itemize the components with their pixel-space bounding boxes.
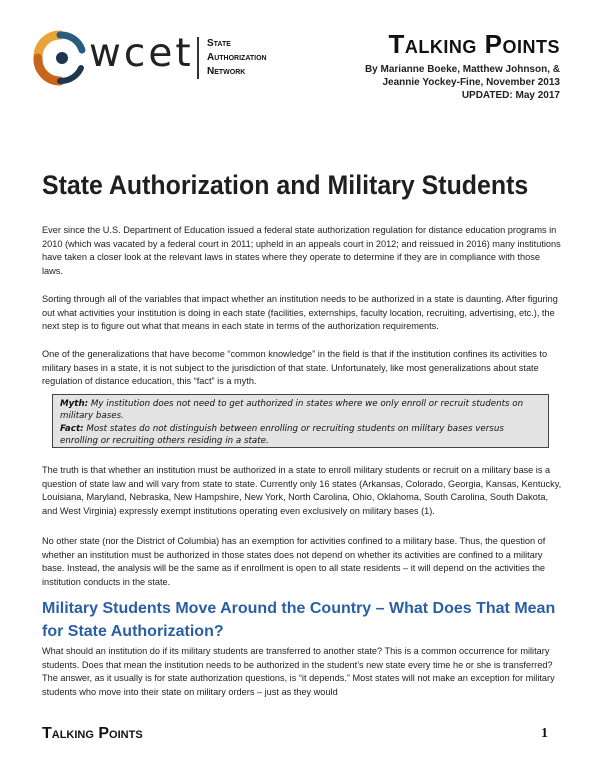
footer-label: Talking Points: [42, 725, 143, 742]
byline: [365, 64, 560, 102]
paragraph-no-other-state: No other state (nor the District of Columbia) has an exemption for activities confined to a military base. Thus, the question of whether an institution must be authorized in those states does not depend on whether its activities are confined to a military base. Instead, the analysis will be the same as if enrollment is open to all state residents – it will depend on the activities the institution conducts in the state.: [42, 536, 546, 587]
byline-authors-2: Jeannie Yockey-Fine, November 2013: [382, 76, 560, 88]
myth-text: My institution does not need to get authorized in states where we only enroll or recruit students on military bases.: [60, 399, 524, 422]
myth-label: Myth:: [60, 399, 89, 409]
network-line: Network: [207, 66, 246, 77]
myth-fact-callout: [52, 394, 549, 448]
network-line: Authorization: [207, 52, 267, 63]
wcet-wordmark: wcet: [89, 31, 194, 76]
paragraph-truth: The truth is that whether an institution must be authorized in a state to enroll military students or recruit on a military base is a question of state law and will vary from state to state. Currently only 16 states (Arkansas, Colorado, Georgia, Kansas, Kentucky, Louisiana, Maryland, Nebraska, New Hampshire, New York, North Carolina, Ohio, Oklahoma, South Carolina, South Dakota, and West Virginia) expressly exempt institutions operating even exclusively on military bases (1).: [42, 465, 562, 516]
paragraph-sorting: Sorting through all of the variables that impact whether an institution needs to be authorized in a state is daunting. After figuring out what activities your institution is doing in each state (facilities, externships, faculty location, recruiting, advertising, etc.), the next step is to figure out what that means in each state in terms of the authorization requirements.: [42, 294, 558, 332]
byline-updated: UPDATED: May 2017: [461, 89, 560, 101]
fact-label: Fact:: [60, 423, 84, 434]
page-number: 1: [541, 726, 548, 741]
byline-authors-1: By Marianne Boeke, Matthew Johnson, &: [364, 64, 560, 75]
fact-text: Most states do not distinguish between enrolling or recruiting students on military bases versus enrolling or recruiting others residing in a state.: [60, 423, 504, 447]
document-type-heading: Talking Points: [388, 29, 560, 59]
paragraph-common-knowledge: One of the generalizations that have become “common knowledge” in the field is that if the institution confines its activities to military bases in a state, it is not subject to the jurisdiction of that state. Unfortunately, like most generalizations about state regulation of distance education, this “fact” is a myth.: [42, 349, 548, 387]
network-line: State: [207, 38, 231, 49]
state-authorization-network-label: [207, 37, 267, 79]
paragraph-transfer: What should an institution do if its military students are transferred to another state? This is a common occurrence for military students. Does that mean the institution needs to be authorized in the student’s new state every time he or she is transferred? The answer, as it usually is for state authorization questions, is “it depends.” Most states will not make an exception for military students who move into their state on military orders – just as they would: [42, 646, 555, 697]
page-title: State Authorization and Military Students: [42, 170, 529, 200]
paragraph-intro: Ever since the U.S. Department of Education issued a federal state authorization regulation for distance education programs in 2010 (which was vacated by a federal court in 2011; upheld in an appeals court in 2012; and reissued in 2016) many institutions have taken a closer look at the relevant laws in states where they operate to determine if they are in compliance with those laws.: [42, 225, 561, 276]
section-heading: Military Students Move Around the Country – What Does That Mean for State Authorization?: [42, 600, 556, 640]
logo-divider: [197, 37, 199, 79]
wcet-logo-icon: [31, 30, 89, 86]
